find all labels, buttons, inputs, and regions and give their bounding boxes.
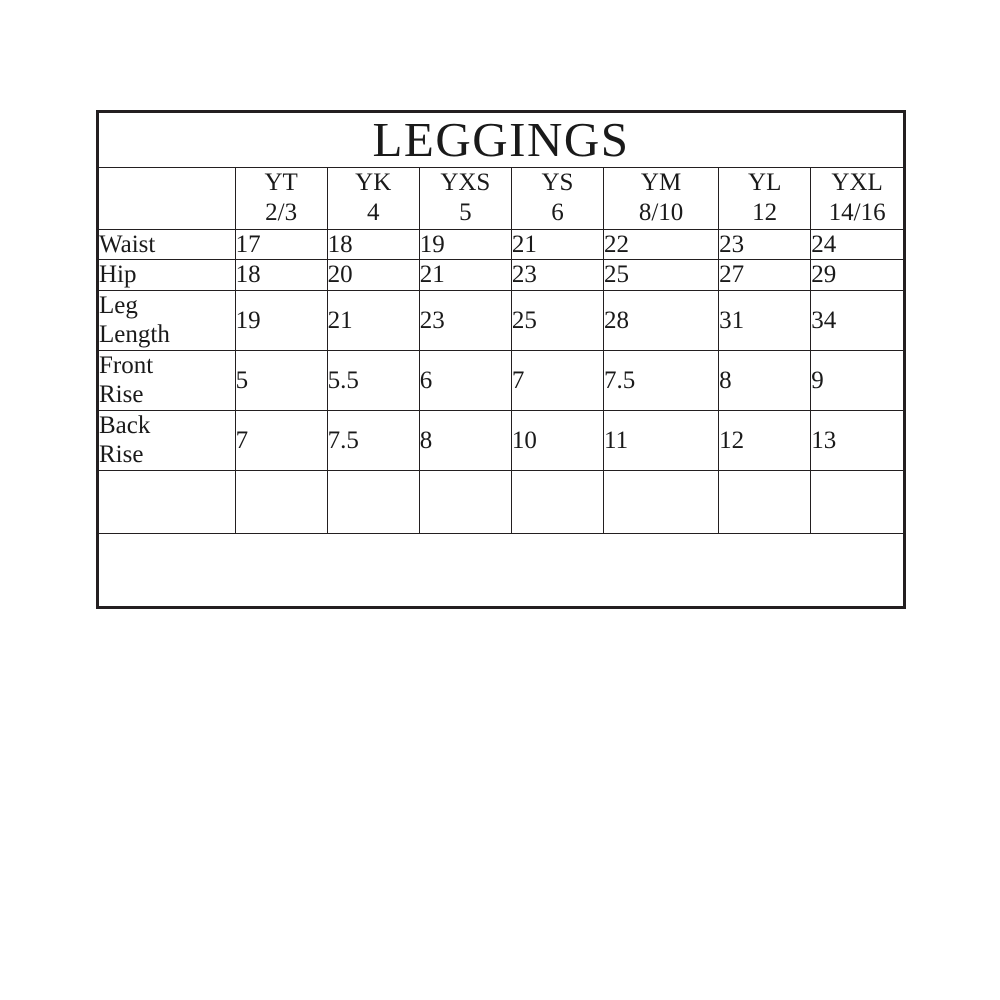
column-header-yl xyxy=(719,167,811,229)
size-chart-container xyxy=(96,110,906,609)
empty-cell-ys xyxy=(511,470,603,533)
column-header-size: YXL xyxy=(831,168,883,196)
cell-hip-yxs: 21 xyxy=(419,260,511,291)
column-header-number: 8/10 xyxy=(638,199,684,227)
table-row xyxy=(99,350,903,410)
cell-leglength-yxs: 23 xyxy=(419,290,511,350)
cell-waist-ym: 22 xyxy=(604,229,719,260)
row-label-line1: Leg xyxy=(99,291,138,319)
title-row xyxy=(99,113,903,167)
cell-hip-ym: 25 xyxy=(604,260,719,291)
cell-leglength-yl: 31 xyxy=(719,290,811,350)
header-row xyxy=(99,167,903,229)
cell-waist-yxs: 19 xyxy=(419,229,511,260)
column-header-yk xyxy=(327,167,419,229)
column-header-size: YXS xyxy=(440,168,491,196)
column-header-number: 14/16 xyxy=(828,199,886,227)
cell-frontrise-yk: 5.5 xyxy=(327,350,419,410)
table-row-footer xyxy=(99,533,903,606)
cell-waist-yk: 18 xyxy=(327,229,419,260)
column-header-ys xyxy=(511,167,603,229)
cell-frontrise-ym: 7.5 xyxy=(604,350,719,410)
cell-frontrise-yl: 8 xyxy=(719,350,811,410)
empty-cell-yk xyxy=(327,470,419,533)
table-row xyxy=(99,290,903,350)
column-header-number: 5 xyxy=(459,199,472,227)
cell-leglength-ys: 25 xyxy=(511,290,603,350)
cell-backrise-yk: 7.5 xyxy=(327,410,419,470)
row-label-line1: Front xyxy=(99,351,154,379)
row-label-leg-length xyxy=(99,290,235,350)
empty-row-label xyxy=(99,470,235,533)
cell-hip-yl: 27 xyxy=(719,260,811,291)
cell-leglength-yxl: 34 xyxy=(811,290,903,350)
cell-leglength-yk: 21 xyxy=(327,290,419,350)
empty-cell-ym xyxy=(604,470,719,533)
cell-backrise-yl: 12 xyxy=(719,410,811,470)
cell-frontrise-yxs: 6 xyxy=(419,350,511,410)
cell-waist-ys: 21 xyxy=(511,229,603,260)
empty-cell-yxl xyxy=(811,470,903,533)
cell-hip-yxl: 29 xyxy=(811,260,903,291)
cell-waist-yxl: 24 xyxy=(811,229,903,260)
size-chart-table xyxy=(99,113,903,606)
footer-note xyxy=(99,533,903,606)
row-label-line1: Back xyxy=(99,411,151,439)
empty-cell-yl xyxy=(719,470,811,533)
column-header-yxl xyxy=(811,167,903,229)
table-row xyxy=(99,410,903,470)
row-label-line2: Length xyxy=(99,321,170,349)
column-header-number: 4 xyxy=(366,199,380,227)
table-row-empty xyxy=(99,470,903,533)
cell-frontrise-ys: 7 xyxy=(511,350,603,410)
row-label-waist: Waist xyxy=(99,229,235,260)
column-header-yxs xyxy=(419,167,511,229)
header-corner-cell xyxy=(99,167,235,229)
column-header-size: YK xyxy=(355,168,392,196)
chart-title: LEGGINGS xyxy=(99,113,903,167)
empty-cell-yt xyxy=(235,470,327,533)
cell-hip-yt: 18 xyxy=(235,260,327,291)
table-row xyxy=(99,229,903,260)
column-header-number: 6 xyxy=(551,199,564,227)
column-header-size: YS xyxy=(541,168,574,196)
cell-waist-yl: 23 xyxy=(719,229,811,260)
cell-backrise-ym: 11 xyxy=(604,410,719,470)
table-row xyxy=(99,260,903,291)
cell-frontrise-yt: 5 xyxy=(235,350,327,410)
cell-backrise-yxl: 13 xyxy=(811,410,903,470)
row-label-front-rise xyxy=(99,350,235,410)
cell-backrise-yt: 7 xyxy=(235,410,327,470)
cell-hip-ys: 23 xyxy=(511,260,603,291)
cell-hip-yk: 20 xyxy=(327,260,419,291)
cell-backrise-ys: 10 xyxy=(511,410,603,470)
cell-leglength-ym: 28 xyxy=(604,290,719,350)
cell-leglength-yt: 19 xyxy=(235,290,327,350)
column-header-yt xyxy=(235,167,327,229)
column-header-size: YL xyxy=(748,168,782,196)
empty-cell-yxs xyxy=(419,470,511,533)
row-label-line2: Rise xyxy=(99,441,144,469)
row-label-line2: Rise xyxy=(99,381,144,409)
cell-waist-yt: 17 xyxy=(235,229,327,260)
row-label-back-rise xyxy=(99,410,235,470)
cell-backrise-yxs: 8 xyxy=(419,410,511,470)
column-header-number: 12 xyxy=(752,199,778,227)
row-label-hip: Hip xyxy=(99,260,235,291)
column-header-ym xyxy=(604,167,719,229)
column-header-size: YT xyxy=(264,168,298,196)
cell-frontrise-yxl: 9 xyxy=(811,350,903,410)
column-header-number: 2/3 xyxy=(265,199,298,227)
column-header-size: YM xyxy=(640,168,682,196)
